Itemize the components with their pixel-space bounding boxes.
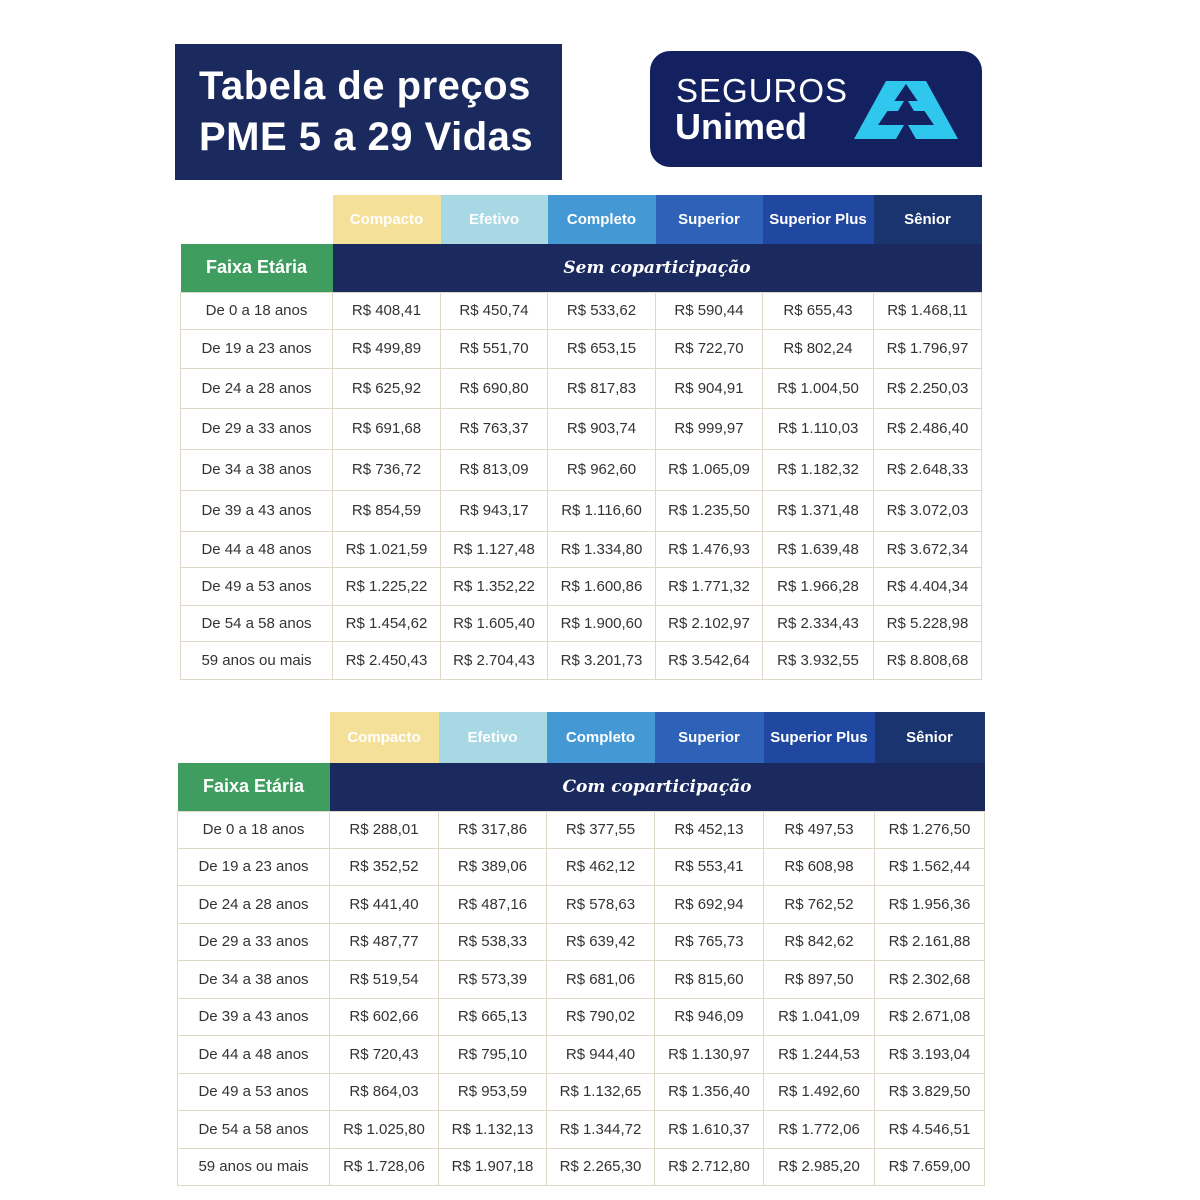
plan-header-senior: Sênior — [874, 195, 982, 244]
price-cell: R$ 1.900,60 — [548, 605, 656, 641]
price-cell: R$ 2.265,30 — [547, 1148, 655, 1185]
plan-header-compacto: Compacto — [330, 712, 439, 763]
table-row — [181, 408, 982, 449]
price-cell: R$ 1.182,32 — [763, 449, 874, 490]
price-cell: R$ 790,02 — [547, 998, 655, 1035]
price-cell: R$ 352,52 — [330, 848, 439, 885]
price-cell: R$ 288,01 — [330, 811, 439, 848]
table-row — [178, 1110, 985, 1148]
age-range-cell: De 44 a 48 anos — [178, 1035, 330, 1073]
age-range-cell: 59 anos ou mais — [178, 1148, 330, 1185]
age-range-cell: De 24 a 28 anos — [178, 885, 330, 923]
price-cell: R$ 691,68 — [333, 408, 441, 449]
price-cell: R$ 3.542,64 — [656, 641, 763, 679]
price-cell: R$ 1.116,60 — [548, 490, 656, 531]
price-cell: R$ 639,42 — [547, 923, 655, 960]
price-cell: R$ 2.985,20 — [764, 1148, 875, 1185]
price-cell: R$ 317,86 — [439, 811, 547, 848]
title-line-2: PME 5 a 29 Vidas — [199, 115, 534, 159]
price-cell: R$ 1.065,09 — [656, 449, 763, 490]
price-cell: R$ 1.371,48 — [763, 490, 874, 531]
price-cell: R$ 573,39 — [439, 960, 547, 998]
price-cell: R$ 736,72 — [333, 449, 441, 490]
price-cell: R$ 487,77 — [330, 923, 439, 960]
table-row — [181, 567, 982, 605]
price-cell: R$ 944,40 — [547, 1035, 655, 1073]
age-range-cell: De 0 a 18 anos — [178, 811, 330, 848]
price-cell: R$ 8.808,68 — [874, 641, 982, 679]
price-cell: R$ 1.610,37 — [655, 1110, 764, 1148]
section-header: Sem coparticipação — [333, 244, 982, 292]
price-cell: R$ 690,80 — [441, 368, 548, 408]
table-row — [178, 885, 985, 923]
price-cell: R$ 1.639,48 — [763, 531, 874, 567]
plan-header-superior: Superior — [655, 712, 764, 763]
price-cell: R$ 3.829,50 — [875, 1073, 985, 1110]
price-cell: R$ 1.132,13 — [439, 1110, 547, 1148]
price-cell: R$ 1.021,59 — [333, 531, 441, 567]
plan-header-superior: Superior — [656, 195, 763, 244]
price-cell: R$ 692,94 — [655, 885, 764, 923]
price-cell: R$ 389,06 — [439, 848, 547, 885]
table-row — [181, 641, 982, 679]
price-cell: R$ 7.659,00 — [875, 1148, 985, 1185]
price-cell: R$ 487,16 — [439, 885, 547, 923]
table-row — [178, 923, 985, 960]
price-cell: R$ 762,52 — [764, 885, 875, 923]
price-cell: R$ 1.244,53 — [764, 1035, 875, 1073]
price-cell: R$ 1.907,18 — [439, 1148, 547, 1185]
price-cell: R$ 3.201,73 — [548, 641, 656, 679]
price-cell: R$ 533,62 — [548, 292, 656, 329]
age-range-cell: De 49 a 53 anos — [178, 1073, 330, 1110]
price-cell: R$ 5.228,98 — [874, 605, 982, 641]
price-cell: R$ 553,41 — [655, 848, 764, 885]
price-cell: R$ 1.728,06 — [330, 1148, 439, 1185]
price-cell: R$ 943,17 — [441, 490, 548, 531]
price-cell: R$ 1.025,80 — [330, 1110, 439, 1148]
age-range-cell: De 54 a 58 anos — [178, 1110, 330, 1148]
price-cell: R$ 815,60 — [655, 960, 764, 998]
price-cell: R$ 795,10 — [439, 1035, 547, 1073]
age-range-cell: De 34 a 38 anos — [181, 449, 333, 490]
price-cell: R$ 4.546,51 — [875, 1110, 985, 1148]
age-range-cell: De 39 a 43 anos — [181, 490, 333, 531]
table-body — [181, 292, 982, 679]
logo-text-top: SEGUROS — [676, 72, 849, 109]
price-cell: R$ 946,09 — [655, 998, 764, 1035]
price-cell: R$ 722,70 — [656, 329, 763, 368]
table-row — [181, 368, 982, 408]
price-cell: R$ 1.132,65 — [547, 1073, 655, 1110]
age-range-cell: De 34 a 38 anos — [178, 960, 330, 998]
plan-header-senior: Sênior — [875, 712, 985, 763]
price-cell: R$ 2.302,68 — [875, 960, 985, 998]
age-range-cell: De 24 a 28 anos — [181, 368, 333, 408]
price-cell: R$ 1.235,50 — [656, 490, 763, 531]
price-cell: R$ 538,33 — [439, 923, 547, 960]
table-row — [178, 848, 985, 885]
price-cell: R$ 608,98 — [764, 848, 875, 885]
age-range-cell: 59 anos ou mais — [181, 641, 333, 679]
price-cell: R$ 2.334,43 — [763, 605, 874, 641]
price-cell: R$ 962,60 — [548, 449, 656, 490]
age-range-cell: De 19 a 23 anos — [178, 848, 330, 885]
age-range-cell: De 49 a 53 anos — [181, 567, 333, 605]
title-line-1: Tabela de preços — [199, 64, 531, 108]
price-cell: R$ 953,59 — [439, 1073, 547, 1110]
plan-header-superior-plus: Superior Plus — [764, 712, 875, 763]
corner-blank — [181, 195, 333, 244]
price-cell: R$ 999,97 — [656, 408, 763, 449]
table-row — [181, 531, 982, 567]
table-row — [178, 1148, 985, 1185]
corner-blank — [178, 712, 330, 763]
price-cell: R$ 1.344,72 — [547, 1110, 655, 1148]
price-cell: R$ 1.130,97 — [655, 1035, 764, 1073]
price-cell: R$ 377,55 — [547, 811, 655, 848]
table-row — [181, 329, 982, 368]
price-cell: R$ 4.404,34 — [874, 567, 982, 605]
price-cell: R$ 1.605,40 — [441, 605, 548, 641]
price-cell: R$ 655,43 — [763, 292, 874, 329]
table-row — [178, 811, 985, 848]
price-cell: R$ 578,63 — [547, 885, 655, 923]
price-cell: R$ 2.161,88 — [875, 923, 985, 960]
price-cell: R$ 408,41 — [333, 292, 441, 329]
price-cell: R$ 497,53 — [764, 811, 875, 848]
faixa-etaria-header: Faixa Etária — [178, 763, 330, 811]
plan-header-compacto: Compacto — [333, 195, 441, 244]
price-cell: R$ 904,91 — [656, 368, 763, 408]
price-cell: R$ 602,66 — [330, 998, 439, 1035]
plan-header-superior-plus: Superior Plus — [763, 195, 874, 244]
price-cell: R$ 1.562,44 — [875, 848, 985, 885]
plan-header-efetivo: Efetivo — [441, 195, 548, 244]
price-cell: R$ 1.110,03 — [763, 408, 874, 449]
age-range-cell: De 0 a 18 anos — [181, 292, 333, 329]
logo-text-bottom: Unimed — [675, 106, 808, 147]
price-cell: R$ 3.672,34 — [874, 531, 982, 567]
section-header: Com coparticipação — [330, 763, 985, 811]
price-cell: R$ 765,73 — [655, 923, 764, 960]
plan-header-efetivo: Efetivo — [439, 712, 547, 763]
price-cell: R$ 551,70 — [441, 329, 548, 368]
price-cell: R$ 897,50 — [764, 960, 875, 998]
price-cell: R$ 499,89 — [333, 329, 441, 368]
price-cell: R$ 903,74 — [548, 408, 656, 449]
price-cell: R$ 452,13 — [655, 811, 764, 848]
price-cell: R$ 653,15 — [548, 329, 656, 368]
table-row — [181, 605, 982, 641]
price-cell: R$ 1.956,36 — [875, 885, 985, 923]
price-cell: R$ 665,13 — [439, 998, 547, 1035]
table-row — [178, 1035, 985, 1073]
title-box — [175, 44, 562, 180]
price-cell: R$ 590,44 — [656, 292, 763, 329]
price-cell: R$ 681,06 — [547, 960, 655, 998]
price-cell: R$ 625,92 — [333, 368, 441, 408]
age-range-cell: De 29 a 33 anos — [178, 923, 330, 960]
price-cell: R$ 1.352,22 — [441, 567, 548, 605]
price-cell: R$ 441,40 — [330, 885, 439, 923]
age-range-cell: De 39 a 43 anos — [178, 998, 330, 1035]
age-range-cell: De 29 a 33 anos — [181, 408, 333, 449]
price-cell: R$ 1.276,50 — [875, 811, 985, 848]
price-table-sem-coparticipacao — [180, 195, 982, 680]
price-cell: R$ 1.041,09 — [764, 998, 875, 1035]
age-range-cell: De 44 a 48 anos — [181, 531, 333, 567]
price-cell: R$ 519,54 — [330, 960, 439, 998]
price-cell: R$ 1.356,40 — [655, 1073, 764, 1110]
price-cell: R$ 1.225,22 — [333, 567, 441, 605]
price-cell: R$ 2.712,80 — [655, 1148, 764, 1185]
price-cell: R$ 1.600,86 — [548, 567, 656, 605]
table-body — [178, 811, 985, 1185]
plan-header-completo: Completo — [547, 712, 655, 763]
price-cell: R$ 1.454,62 — [333, 605, 441, 641]
price-cell: R$ 854,59 — [333, 490, 441, 531]
age-range-cell: De 54 a 58 anos — [181, 605, 333, 641]
seguros-unimed-logo — [650, 51, 982, 167]
price-cell: R$ 802,24 — [763, 329, 874, 368]
price-cell: R$ 2.648,33 — [874, 449, 982, 490]
price-cell: R$ 1.771,32 — [656, 567, 763, 605]
price-cell: R$ 2.671,08 — [875, 998, 985, 1035]
price-cell: R$ 720,43 — [330, 1035, 439, 1073]
price-cell: R$ 2.250,03 — [874, 368, 982, 408]
plan-header-completo: Completo — [548, 195, 656, 244]
price-cell: R$ 450,74 — [441, 292, 548, 329]
price-cell: R$ 2.102,97 — [656, 605, 763, 641]
table-row — [178, 960, 985, 998]
price-cell: R$ 1.966,28 — [763, 567, 874, 605]
age-range-cell: De 19 a 23 anos — [181, 329, 333, 368]
price-cell: R$ 2.704,43 — [441, 641, 548, 679]
price-cell: R$ 2.486,40 — [874, 408, 982, 449]
price-table-com-coparticipacao — [177, 712, 985, 1186]
table-row — [178, 1073, 985, 1110]
faixa-etaria-header: Faixa Etária — [181, 244, 333, 292]
price-cell: R$ 1.468,11 — [874, 292, 982, 329]
price-cell: R$ 1.492,60 — [764, 1073, 875, 1110]
table-row — [181, 490, 982, 531]
table-row — [178, 998, 985, 1035]
price-cell: R$ 1.334,80 — [548, 531, 656, 567]
price-cell: R$ 3.072,03 — [874, 490, 982, 531]
table-row — [181, 449, 982, 490]
price-cell: R$ 1.127,48 — [441, 531, 548, 567]
table-row — [181, 292, 982, 329]
price-cell: R$ 1.772,06 — [764, 1110, 875, 1148]
price-cell: R$ 813,09 — [441, 449, 548, 490]
price-cell: R$ 1.004,50 — [763, 368, 874, 408]
price-cell: R$ 763,37 — [441, 408, 548, 449]
unimed-arrows-icon — [852, 77, 960, 143]
price-cell: R$ 2.450,43 — [333, 641, 441, 679]
price-cell: R$ 864,03 — [330, 1073, 439, 1110]
price-cell: R$ 462,12 — [547, 848, 655, 885]
price-cell: R$ 1.796,97 — [874, 329, 982, 368]
price-cell: R$ 817,83 — [548, 368, 656, 408]
price-cell: R$ 842,62 — [764, 923, 875, 960]
price-cell: R$ 3.193,04 — [875, 1035, 985, 1073]
price-cell: R$ 1.476,93 — [656, 531, 763, 567]
price-cell: R$ 3.932,55 — [763, 641, 874, 679]
